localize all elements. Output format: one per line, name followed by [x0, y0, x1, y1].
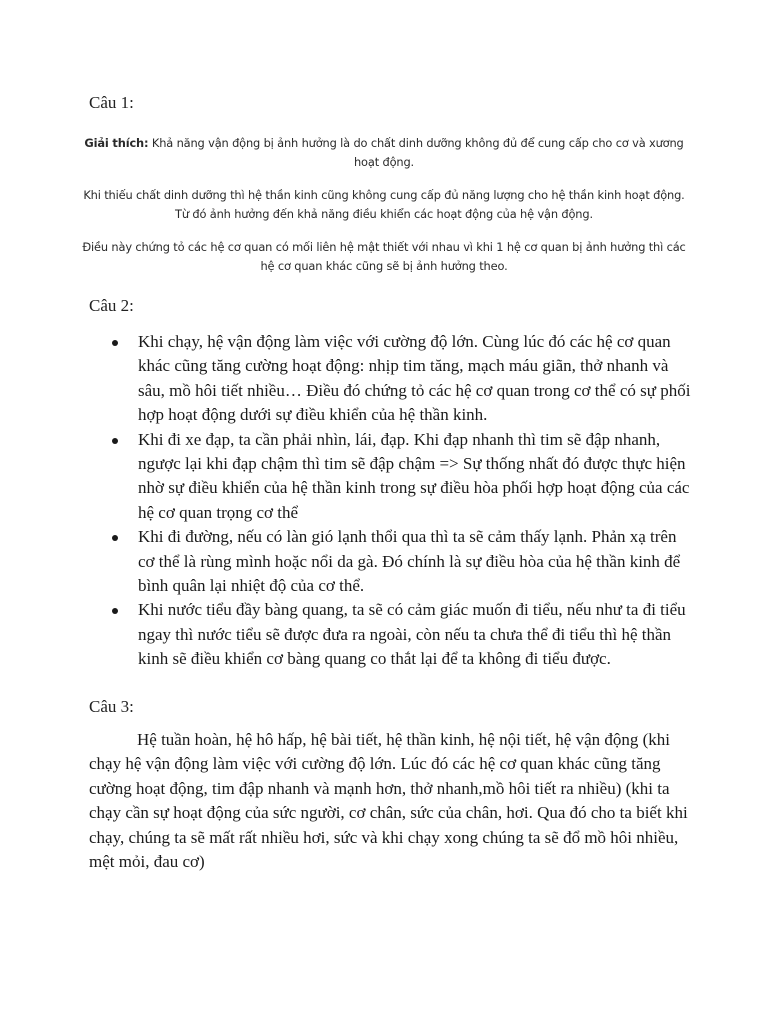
list-item: [112, 330, 692, 428]
bullet-icon: [112, 438, 118, 444]
bullet-icon: [112, 608, 118, 614]
cau1-explanation-block: [82, 134, 686, 290]
list-item: [112, 525, 692, 598]
list-item-text: Khi đi đường, nếu có làn gió lạnh thổi qua thì ta sẽ cảm thấy lạnh. Phản xạ trên cơ thể là rùng mình hoặc nổi da gà. Đó chính là sự điều hòa của hệ thần kinh để bình quân lại nhiệt độ của cơ thể.: [138, 527, 681, 596]
bullet-icon: [112, 340, 118, 346]
list-item: [112, 428, 692, 526]
cau2-heading: Câu 2:: [89, 296, 134, 315]
list-item-text: Khi nước tiểu đầy bàng quang, ta sẽ có cảm giác muốn đi tiểu, nếu như ta đi tiểu ngay thì nước tiểu sẽ được đưa ra ngoài, còn nếu ta chưa thể đi tiểu thì hệ thần kinh sẽ điều khiển cơ bàng quang co thắt lại để ta không đi tiểu được.: [138, 600, 686, 669]
list-item: [112, 598, 692, 671]
cau1-heading: Câu 1:: [89, 93, 134, 112]
bullet-icon: [112, 535, 118, 541]
cau3-heading: Câu 3:: [89, 697, 134, 716]
explain-text: Khả năng vận động bị ảnh hưởng là do chất dinh dưỡng không đủ để cung cấp cho cơ và xương hoạt động.: [148, 136, 684, 169]
list-item-text: Khi chạy, hệ vận động làm việc với cường độ lớn. Cùng lúc đó các hệ cơ quan khác cũng tăng cường hoạt động: nhịp tim tăng, mạch máu giãn, thở nhanh và sâu, mồ hôi tiết nhiều… Điều đó chứng tỏ các hệ cơ quan trong cơ thể có sự phối hợp hoạt động dưới sự điều khiển của hệ thần kinh.: [138, 332, 691, 425]
cau3-paragraph: Hệ tuần hoàn, hệ hô hấp, hệ bài tiết, hệ thần kinh, hệ nội tiết, hệ vận động (khi chạy hệ vận động làm việc với cường độ lớn. Lúc đó các hệ cơ quan khác cũng tăng cường hoạt động, tim đập nhanh và mạnh hơn, thở nhanh,mồ hôi tiết ra nhiều) (khi ta chạy cần sự hoạt động của sức người, cơ chân, sức của chân, hơi. Qua đó cho ta biết khi chạy, chúng ta sẽ mất rất nhiều hơi, sức và khi chạy xong chúng ta sẽ đổ mồ hôi nhiều, mệt mỏi, đau cơ): [89, 730, 688, 872]
cau1-explanation-paragraph-3: Điều này chứng tỏ các hệ cơ quan có mối liên hệ mật thiết với nhau vì khi 1 hệ cơ quan bị ảnh hưởng thì các hệ cơ quan khác cũng sẽ bị ảnh hưởng theo.: [82, 240, 686, 273]
cau1-explanation-paragraph-1: [82, 134, 686, 172]
cau1-explanation-paragraph-2: Khi thiếu chất dinh dưỡng thì hệ thần kinh cũng không cung cấp đủ năng lượng cho hệ thần kinh hoạt động. Từ đó ảnh hưởng đến khả năng điều khiển các hoạt động của hệ vận động.: [83, 188, 685, 221]
cau2-bullet-list: [112, 330, 692, 672]
list-item-text: Khi đi xe đạp, ta cần phải nhìn, lái, đạp. Khi đạp nhanh thì tim sẽ đập nhanh, ngược lại khi đạp chậm thì tim sẽ đập chậm => Sự thống nhất đó được thực hiện nhờ sự điều khiển của hệ thần kinh trong sự điều hòa phối hợp hoạt động của các hệ cơ quan trọng cơ thể: [138, 429, 690, 522]
explain-label: Giải thích:: [84, 136, 149, 150]
